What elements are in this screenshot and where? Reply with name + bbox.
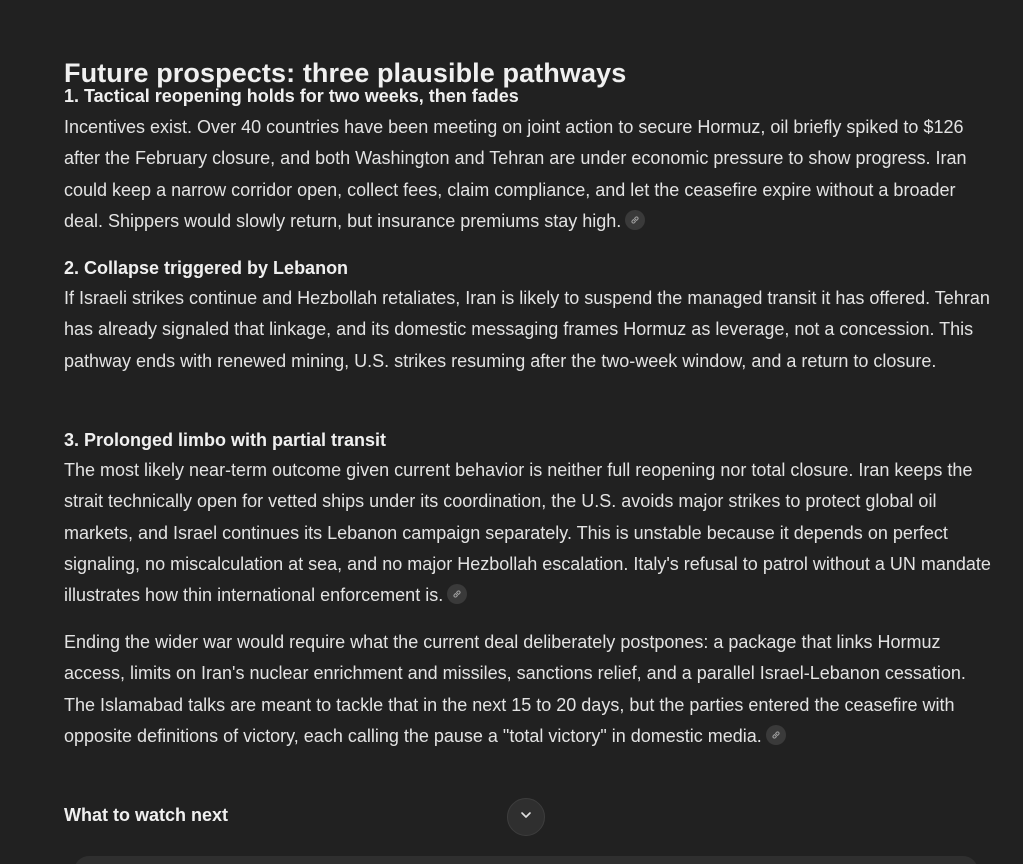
message-composer[interactable] — [74, 856, 978, 864]
pathway-3-title: 3. Prolonged limbo with partial transit — [64, 430, 387, 450]
pathway-2-title: 2. Collapse triggered by Lebanon — [64, 258, 349, 278]
scroll-to-bottom-button[interactable] — [507, 798, 545, 836]
pathway-3-body — [64, 455, 994, 611]
pathway-2-body: If Israeli strikes continue and Hezbollah retaliates, Iran is likely to suspend the managed transit it has offered. Tehran has already signaled that linkage, and its domestic messaging frames Hormuz as leverage, not a concession. This pathway ends with renewed mining, U.S. strikes resuming after the two-week window, and a return to closure. — [64, 288, 990, 371]
pathway-1-title: 1. Tactical reopening holds for two weeks, then fades — [64, 86, 519, 106]
closing-paragraph — [64, 627, 994, 752]
citation-link-icon[interactable] — [625, 210, 645, 230]
pathway-1-body — [64, 112, 994, 237]
pathway-3-text: The most likely near-term outcome given current behavior is neither full reopening nor total closure. Iran keeps the strait technically open for vetted ships under its coordination, the U.S. avoids major strikes to protect global oil markets, and Israel continues its Lebanon campaign separately. This is unstable because it depends on perfect signaling, no miscalculation at sea, and no major Hezbollah escalation. Italy's refusal to patrol without a UN mandate illustrates how thin international enforcement is. — [64, 460, 991, 606]
closing-text: Ending the wider war would require what the current deal deliberately postpones: a package that links Hormuz access, limits on Iran's nuclear enrichment and missiles, sanctions relief, and a parallel Israel-Lebanon cessation. The Islamabad talks are meant to tackle that in the next 15 to 20 days, but the parties entered the ceasefire with opposite definitions of victory, each calling the pause a "total victory" in domestic media. — [64, 632, 966, 746]
pathway-1-text: Incentives exist. Over 40 countries have been meeting on joint action to secure Hormuz, oil briefly spiked to $126 after the February closure, and both Washington and Tehran are under economic pressure to show progress. Iran could keep a narrow corridor open, collect fees, claim compliance, and let the ceasefire expire without a broader deal. Shippers would slowly return, but insurance premiums stay high. — [64, 117, 967, 231]
watch-next-heading: What to watch next — [64, 805, 229, 825]
section-heading: Future prospects: three plausible pathways — [64, 58, 627, 89]
citation-link-icon[interactable] — [766, 725, 786, 745]
citation-link-icon[interactable] — [447, 584, 467, 604]
chevron-down-icon — [519, 808, 533, 827]
